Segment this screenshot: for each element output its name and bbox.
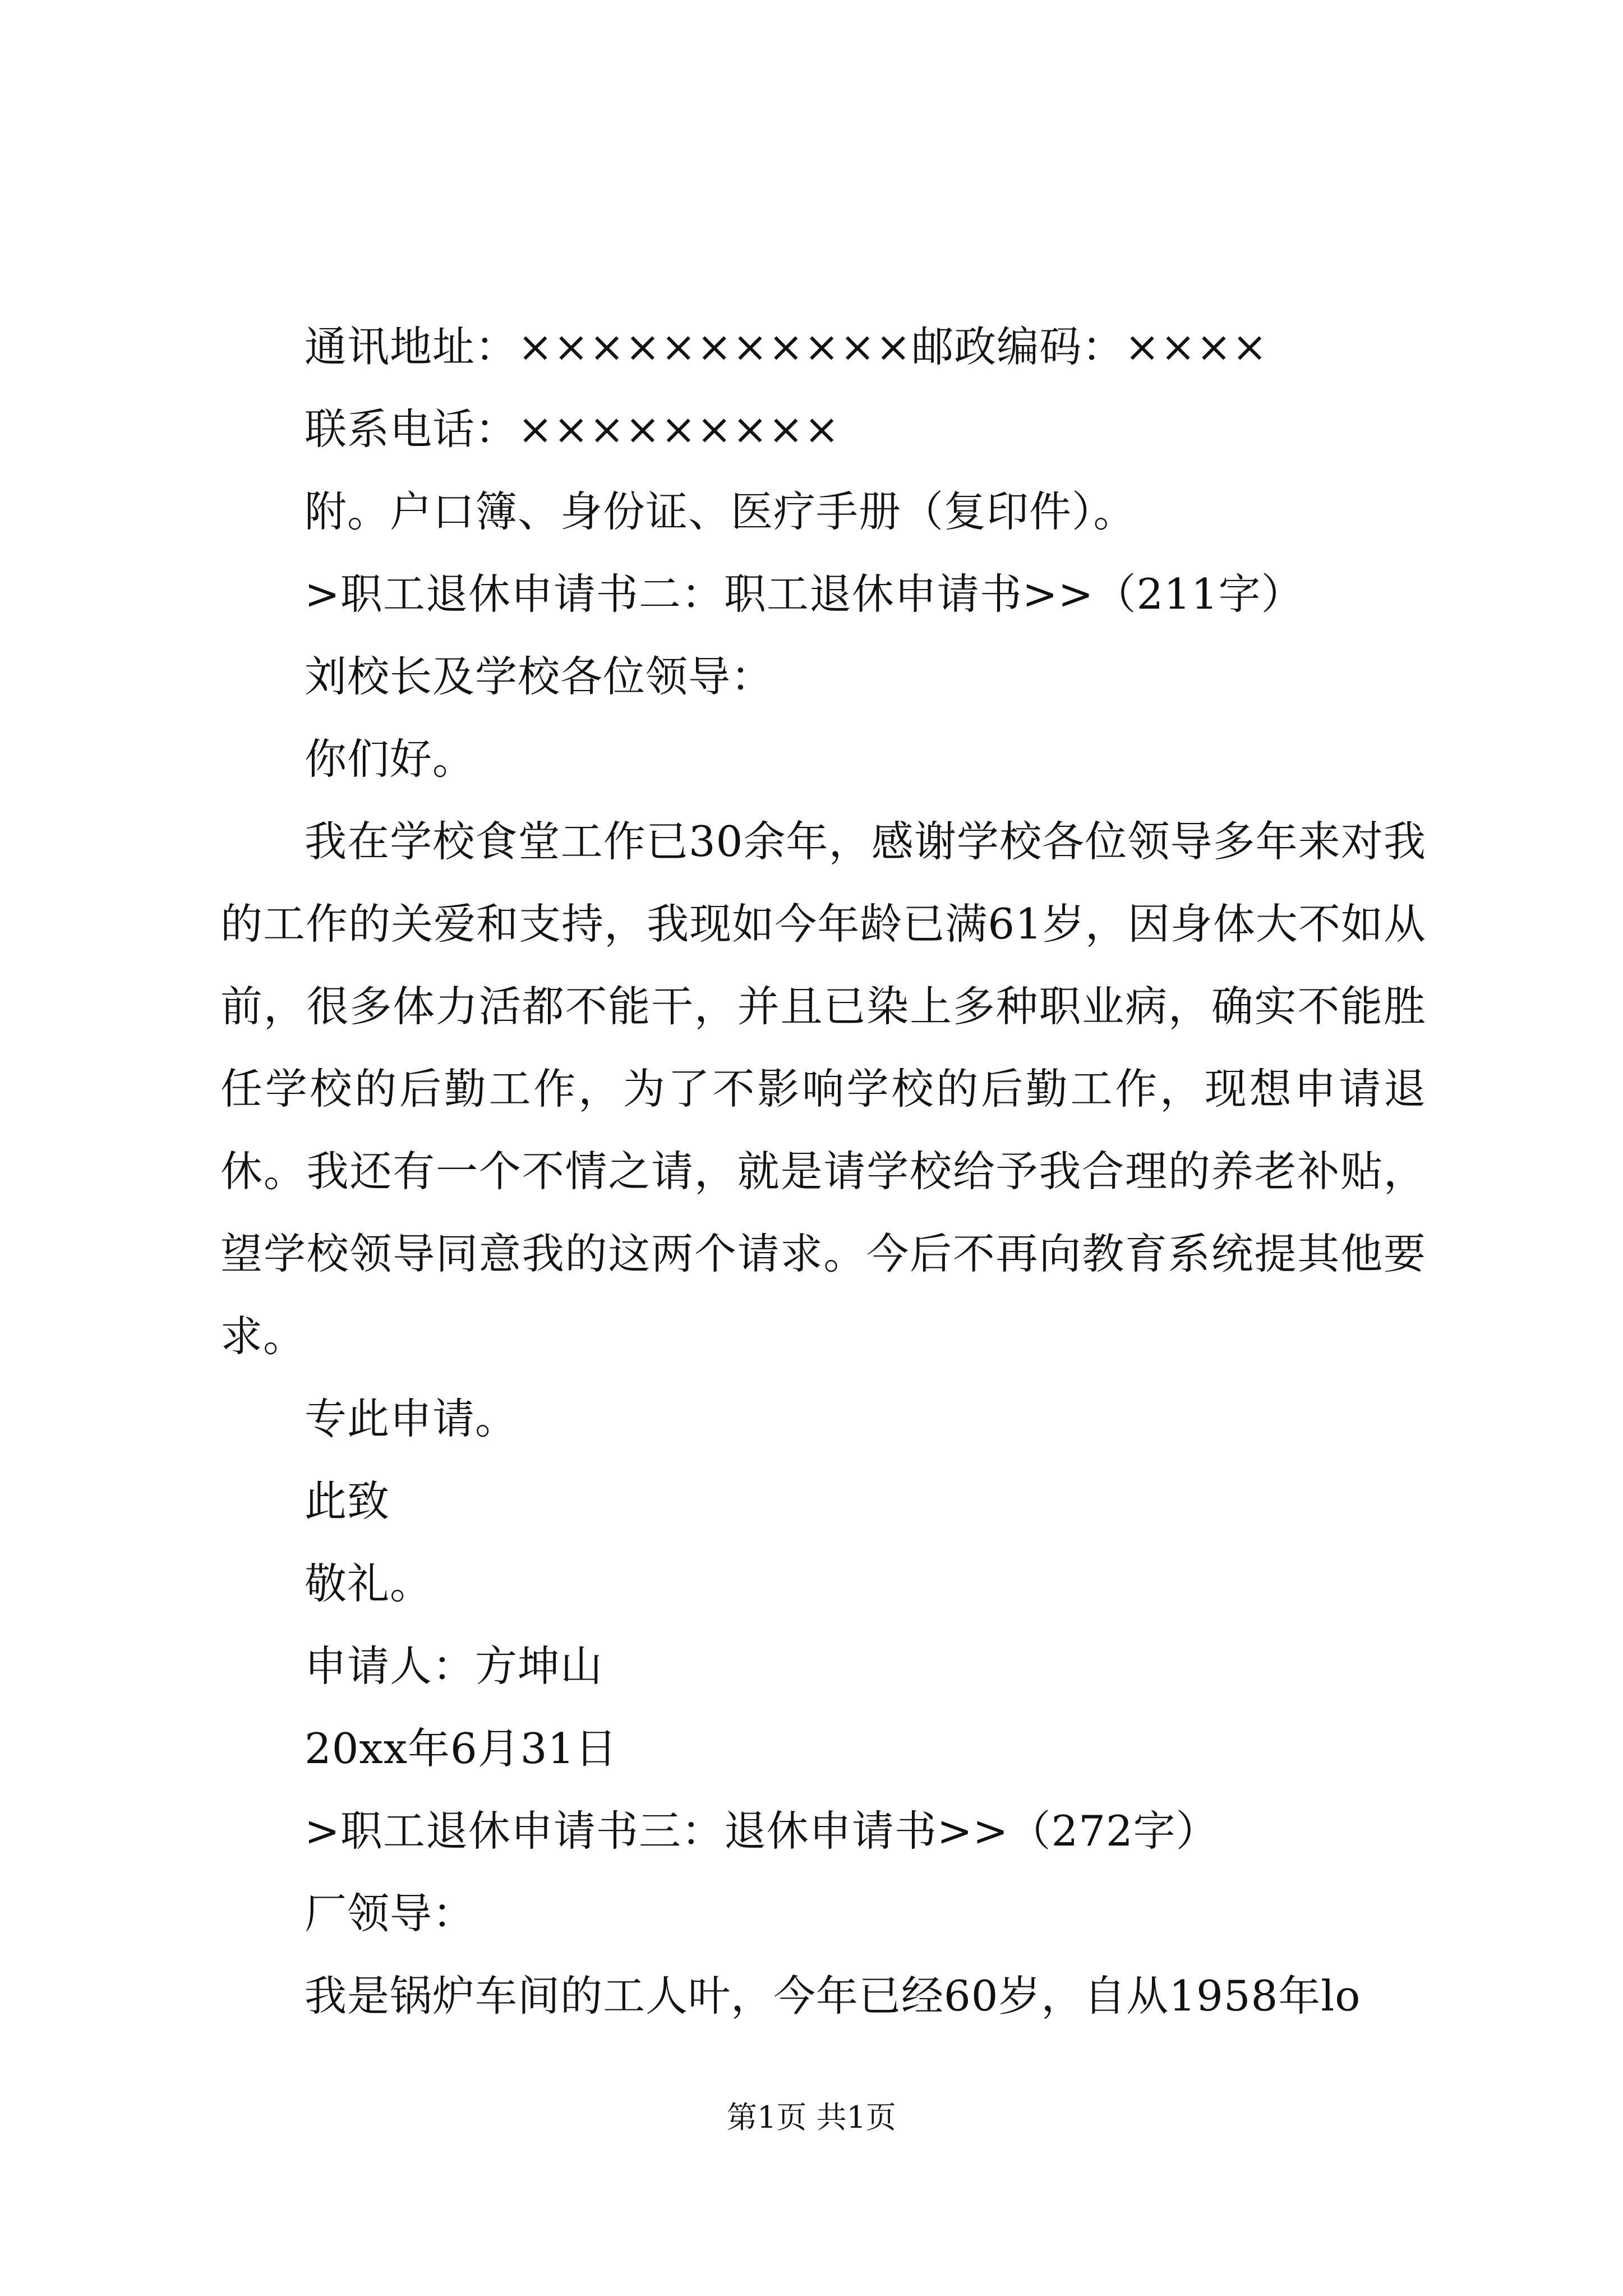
document-body [220, 306, 1426, 2037]
page-footer: 第1页 共1页 [727, 2100, 896, 2135]
closing-line: 专此申请。 [305, 1394, 518, 1443]
attachment-line: 附。户口簿、身份证、医疗手册（复印件）。 [305, 487, 1136, 536]
salutation-line: 刘校长及学校各位领导： [305, 652, 774, 701]
phone-line: 联系电话：××××××××× [305, 404, 840, 454]
section-heading-2: >职工退休申请书二：职工退休申请书>>（211字） [305, 569, 1304, 619]
applicant-line: 申请人：方坤山 [305, 1641, 603, 1691]
salutation-line-2: 厂领导： [305, 1889, 476, 1938]
greeting-line: 你们好。 [305, 734, 476, 784]
body-line-start: 我是锅炉车间的工人叶，今年已经60岁，自从1958年lo [305, 1971, 1361, 2021]
address-line: 通讯地址：×××××××××××邮政编码：×××× [305, 322, 1268, 371]
regards-line-1: 此致 [305, 1476, 390, 1526]
body-paragraph: 我在学校食堂工作已30余年，感谢学校各位领导多年来对我的工作的关爱和支持，我现如今年龄已满61岁，因身体大不如从前，很多体力活都不能干，并且已染上多种职业病，确实不能胜任学校的后勤工作，为了不影响学校的后勤工作，现想申请退休。我还有一个不情之请，就是请学校给予我合理的养老补贴，望学校领导同意我的这两个请求。今后不再向教育系统提其他要求。 [220, 817, 1426, 1361]
regards-line-2: 敬礼。 [305, 1559, 433, 1608]
section-heading-3: >职工退休申请书三：退休申请书>>（272字） [305, 1806, 1219, 1856]
date-line: 20xx年6月31日 [305, 1724, 618, 1773]
